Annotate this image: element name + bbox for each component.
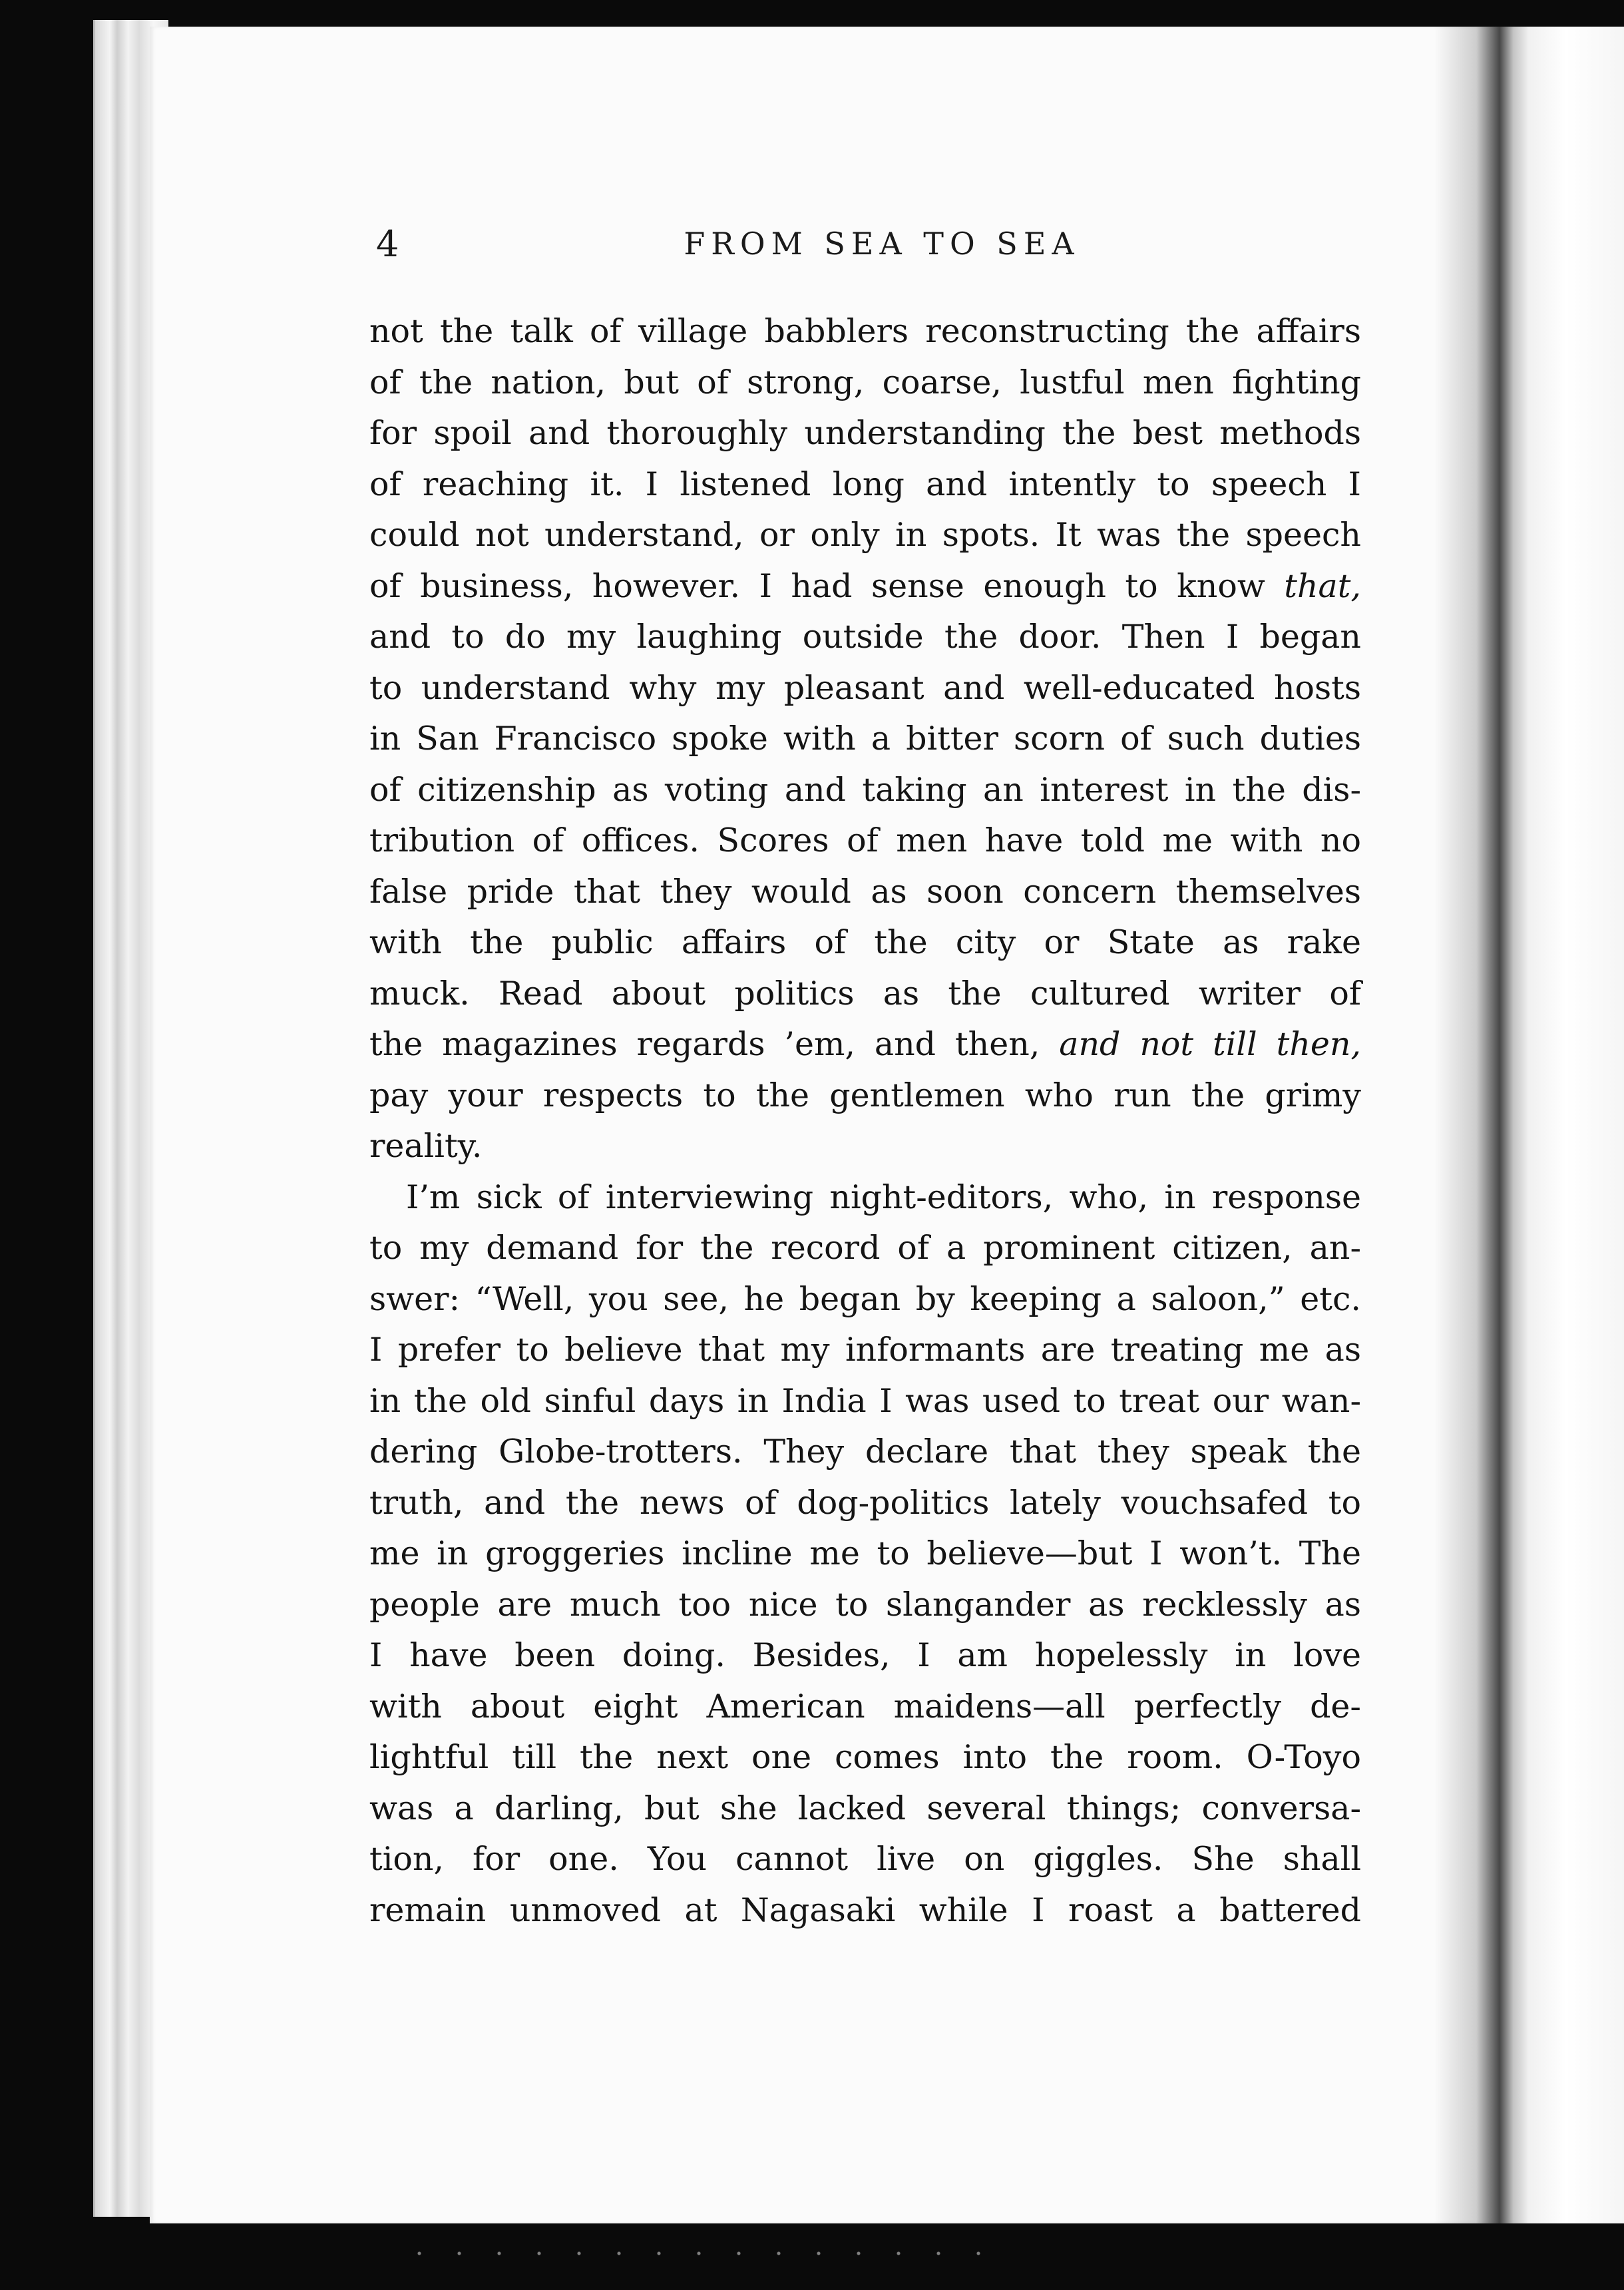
text-line: tribution of offices. Scores of men have told me with no bbox=[369, 821, 1361, 859]
text-line-with-italic bbox=[369, 561, 1361, 612]
text-line: swer: “Well, you see, he began by keeping a saloon,” etc. bbox=[369, 1279, 1361, 1318]
scan-noise bbox=[399, 2243, 998, 2270]
text-line: was a darling, but she lacked several things; conversa- bbox=[369, 1789, 1361, 1827]
running-head: FROM SEA TO SEA bbox=[684, 226, 1080, 262]
facing-page-edge bbox=[1527, 27, 1624, 2223]
italic-word: that, bbox=[1284, 567, 1361, 605]
text-line: me in groggeries incline me to believe—but I won’t. The bbox=[369, 1534, 1361, 1572]
text-line: of the nation, but of strong, coarse, lustful men fighting bbox=[369, 363, 1361, 401]
text-segment: the magazines regards ’em, and then, bbox=[369, 1025, 1060, 1063]
body-text bbox=[369, 306, 1361, 1936]
text-line: of reaching it. I listened long and intently to speech I bbox=[369, 465, 1361, 503]
text-line: and to do my laughing outside the door. Then I began bbox=[369, 618, 1361, 656]
text-segment: of business, however. I had sense enough to know bbox=[369, 567, 1285, 605]
text-line: not the talk of village babblers reconstructing the affairs bbox=[369, 312, 1361, 350]
text-line: people are much too nice to slangander as recklessly as bbox=[369, 1585, 1361, 1624]
text-line: with the public affairs of the city or State as rake bbox=[369, 923, 1361, 961]
page-header bbox=[376, 223, 1354, 270]
text-line: I’m sick of interviewing night-editors, who, in response bbox=[406, 1178, 1361, 1216]
text-line: reality. bbox=[369, 1127, 483, 1165]
binding-gutter-shadow bbox=[1434, 27, 1527, 2223]
text-line: I prefer to believe that my informants are treating me as bbox=[369, 1331, 1361, 1369]
text-line: in the old sinful days in India I was used to treat our wan- bbox=[369, 1381, 1361, 1420]
text-line-with-italic bbox=[369, 1019, 1361, 1070]
text-line: false pride that they would as soon concern themselves bbox=[369, 872, 1361, 911]
text-line: with about eight American maidens—all perfectly de- bbox=[369, 1687, 1361, 1725]
text-line: in San Francisco spoke with a bitter scorn of such duties bbox=[369, 720, 1361, 758]
text-line: to understand why my pleasant and well-educated hosts bbox=[369, 668, 1361, 707]
text-line: for spoil and thoroughly understanding the best methods bbox=[369, 414, 1361, 452]
italic-phrase: and not till then, bbox=[1059, 1025, 1362, 1063]
text-line: to my demand for the record of a prominent citizen, an- bbox=[369, 1229, 1361, 1267]
text-line: of citizenship as voting and taking an interest in the dis- bbox=[369, 770, 1361, 809]
text-line: pay your respects to the gentlemen who run the grimy bbox=[369, 1076, 1361, 1114]
text-line: I have been doing. Besides, I am hopelessly in love bbox=[369, 1636, 1361, 1674]
text-line: truth, and the news of dog-politics lately vouchsafed to bbox=[369, 1483, 1361, 1522]
page-number: 4 bbox=[376, 223, 399, 265]
text-line: tion, for one. You cannot live on giggles. She shall bbox=[369, 1840, 1361, 1878]
text-line: could not understand, or only in spots. It was the speech bbox=[369, 516, 1361, 554]
text-line: muck. Read about politics as the cultured writer of bbox=[369, 974, 1361, 1013]
text-line: lightful till the next one comes into the room. O-Toyo bbox=[369, 1738, 1361, 1776]
text-line: dering Globe-trotters. They declare that they speak the bbox=[369, 1433, 1361, 1471]
text-line: remain unmoved at Nagasaki while I roast a battered bbox=[369, 1891, 1361, 1929]
